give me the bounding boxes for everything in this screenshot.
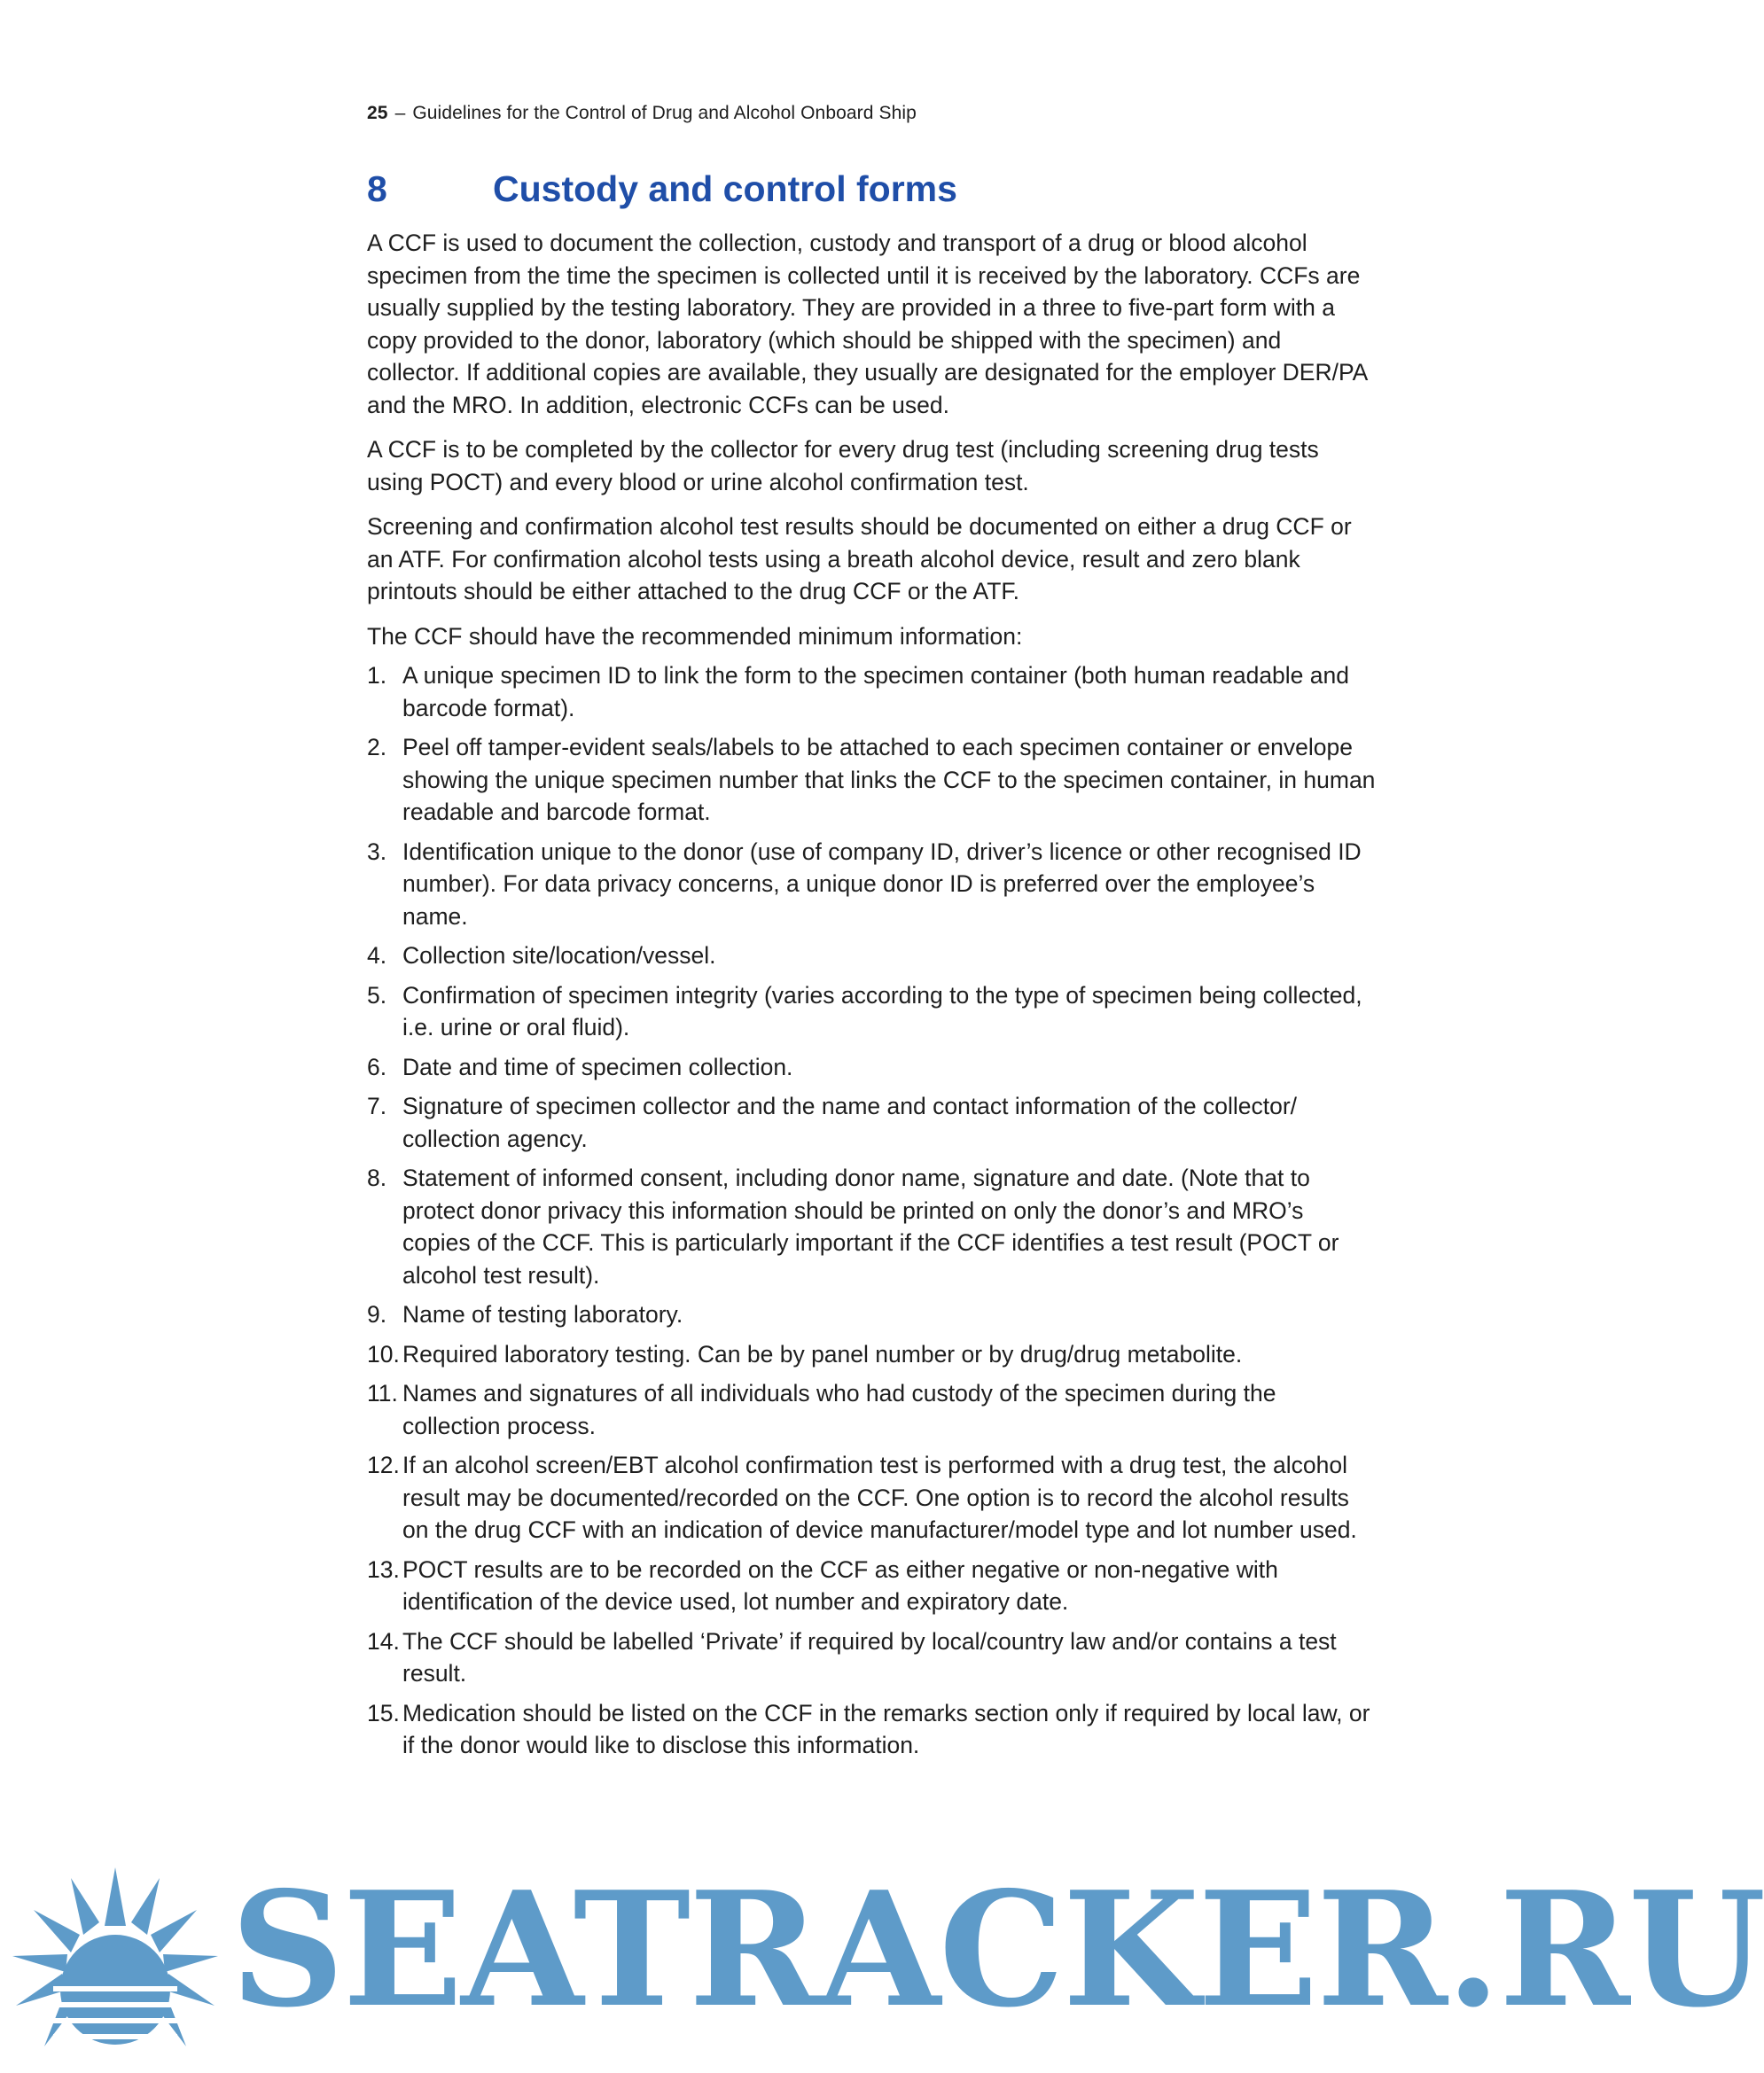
list-item [367,1051,1378,1084]
running-header [367,103,917,124]
list-number: 3. [367,838,387,865]
section-number: 8 [367,168,387,209]
watermark [0,1857,1764,2073]
section-title: Custody and control forms [493,168,957,209]
list-number: 1. [367,662,387,689]
list-number: 14. [367,1627,400,1655]
list-item [367,1449,1378,1547]
list-item [367,659,1378,724]
paragraph: A CCF is to be completed by the collector for every drug test (including screening drug tests using POCT) and every blood or urine alcohol confirmation test. [367,436,1319,495]
list-item [367,1554,1378,1618]
list-number: 5. [367,981,387,1009]
list-number: 10. [367,1340,400,1368]
list-text: Peel off tamper-evident seals/labels to be attached to each specimen container or envelope showing the unique specimen number that links the CCF to the specimen container, in human readable and barcode format. [402,734,1376,825]
list-item [367,939,1378,972]
section-heading [367,168,957,210]
list-item [367,1338,1378,1371]
list-number: 9. [367,1301,387,1328]
list-text: Names and signatures of all individuals who had custody of the specimen during the collection process. [402,1380,1276,1439]
list-text: Medication should be listed on the CCF in the remarks section only if required by local law, or if the donor would like to disclose this information. [402,1699,1370,1758]
list-item [367,1377,1378,1442]
list-item [367,1625,1378,1690]
list-number: 11. [367,1380,398,1407]
list-text: Signature of specimen collector and the name and contact information of the collector/ collection agency. [402,1093,1298,1152]
list-item [367,1697,1378,1762]
header-separator: – [394,103,406,123]
list-text: Statement of informed consent, including donor name, signature and date. (Note that to protect donor privacy this information should be printed on only the donor’s and MRO’s copies of the CCF. This is particularly important if the CCF identifies a test result (POCT or alcohol test result). [402,1165,1339,1289]
list-text: Date and time of specimen collection. [402,1053,793,1080]
list-item [367,1090,1378,1155]
watermark-text: SEATRACKER.RU [230,1857,1764,2042]
body-content [367,227,1378,1769]
paragraph: Screening and confirmation alcohol test results should be documented on either a drug CCF or an ATF. For confirmation alcohol tests using a breath alcohol device, result and zero blank printouts should be either attached to the drug CCF or the ATF. [367,513,1352,604]
sun-icon [0,1857,230,2073]
list-text: If an alcohol screen/EBT alcohol confirmation test is performed with a drug test, the alcohol result may be documented/recorded on the CCF. One option is to record the alcohol results on the drug CCF with an indication of device manufacturer/model type and lot number used. [402,1452,1357,1543]
list-number: 2. [367,734,387,760]
list-text: Confirmation of specimen integrity (varies according to the type of specimen being collected, i.e. urine or oral fluid). [402,981,1362,1040]
list-number: 8. [367,1165,387,1191]
list-item [367,836,1378,933]
list-text: Name of testing laboratory. [402,1301,683,1328]
list-item [367,1298,1378,1331]
list-text: The CCF should be labelled ‘Private’ if required by local/country law and/or contains a test result. [402,1627,1337,1687]
list-item [367,979,1378,1044]
list-number: 13. [367,1555,400,1583]
list-item [367,731,1378,829]
paragraph: A CCF is used to document the collection, custody and transport of a drug or blood alcohol specimen from the time the specimen is collected until it is received by the laboratory. CCFs are usually supplied by the testing laboratory. They are provided in a three to five-part form with a copy provided to the donor, laboratory (which should be shipped with the specimen) and collector. If additional copies are available, they usually are designated for the employer DER/PA and the MRO. In addition, electronic CCFs can be used. [367,230,1367,418]
list-text: Collection site/location/vessel. [402,942,716,969]
list-number: 6. [367,1053,387,1080]
paragraph: The CCF should have the recommended minimum information: [367,622,1023,650]
list-text: Required laboratory testing. Can be by panel number or by drug/drug metabolite. [402,1340,1243,1368]
list-text: Identification unique to the donor (use of company ID, driver’s licence or other recognised ID number). For data privacy concerns, a unique donor ID is preferred over the employee’s name. [402,838,1362,930]
list-number: 12. [367,1452,400,1478]
list-number: 7. [367,1093,387,1119]
list-text: A unique specimen ID to link the form to the specimen container (both human readable and barcode format). [402,662,1349,721]
requirements-list [367,659,1378,1762]
page-number: 25 [367,103,388,123]
document-title: Guidelines for the Control of Drug and Alcohol Onboard Ship [412,103,917,123]
list-text: POCT results are to be recorded on the CCF as either negative or non-negative with identification of the device used, lot number and expiratory date. [402,1555,1278,1615]
list-item [367,1162,1378,1291]
list-number: 15. [367,1699,400,1726]
list-number: 4. [367,942,387,969]
